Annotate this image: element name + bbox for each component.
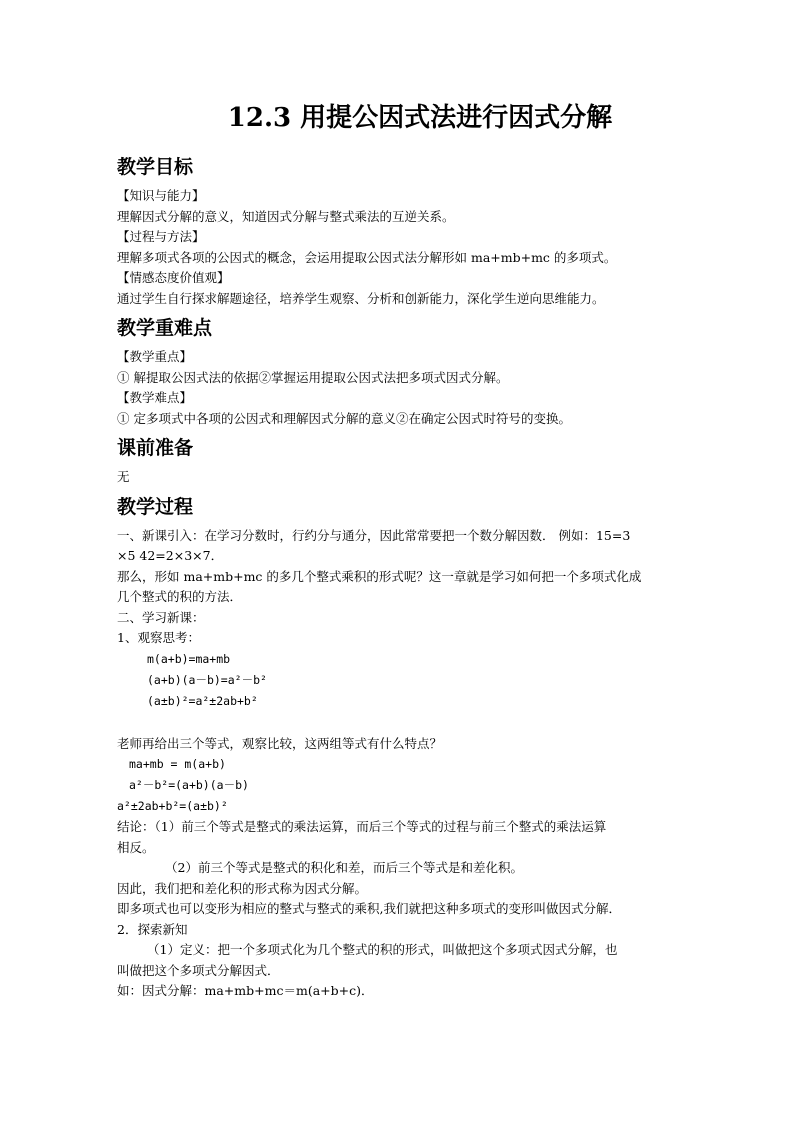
equation-5: a²－b²=(a+b)(a－b) — [129, 778, 249, 792]
section-heading-goals: 教学目标 — [117, 156, 194, 178]
prep-text: 无 — [117, 469, 130, 484]
section-heading-prep: 课前准备 — [117, 437, 194, 459]
equation-3: (a±b)²=a²±2ab+b² — [147, 693, 258, 708]
new-lesson-title: 二、学习新课： — [117, 609, 205, 625]
definition-line-2: 叫做把这个多项式分解因式． — [117, 962, 280, 978]
emotion-text: 通过学生自行探求解题途径，培养学生观察、分析和创新能力，深化学生逆向思维能力。 — [117, 290, 605, 306]
equation-2: (a+b)(a－b)=a²－b² — [147, 672, 267, 687]
conclusion-line-4: 因此，我们把和差化积的形式称为因式分解。 — [117, 880, 368, 896]
focus-label: 【教学重点】 — [117, 349, 193, 364]
observe-title: 1、观察思考： — [117, 630, 200, 645]
intro-line-4: 几个整式的积的方法． — [117, 589, 243, 604]
equation-1: m(a+b)=ma+mb — [147, 651, 231, 666]
page-title: 12.3 用提公因式法进行因式分解 — [227, 103, 613, 133]
emotion-label: 【情感态度价值观】 — [117, 270, 230, 285]
difficulty-text: ① 定多项式中各项的公因式和理解因式分解的意义②在确定公因式时符号的变换。 — [117, 410, 571, 426]
process-method-text: 理解多项式各项的公因式的概念，会运用提取公因式法分解形如 ma+mb+mc 的多项式。 — [117, 249, 617, 265]
section-heading-keypoints: 教学重难点 — [117, 317, 213, 339]
example-line: 如：因式分解：ma+mb+mc＝m(a+b+c)． — [117, 983, 374, 998]
section-heading-process: 教学过程 — [117, 495, 194, 518]
knowledge-label: 【知识与能力】 — [117, 188, 205, 203]
equation-4: ma+mb = m(a+b) — [129, 757, 226, 771]
spacer — [117, 712, 683, 734]
conclusion-line-5: 即多项式也可以变形为相应的整式与整式的乘积,我们就把这种多项式的变形叫做因式分解． — [117, 901, 621, 916]
intro-line-3: 那么，形如 ma+mb+mc 的多几个整式乘积的形式呢？这一章就是学习如何把一个多项式化成 — [117, 568, 642, 584]
document-page — [117, 98, 683, 1002]
conclusion-line-3: （2）前三个等式是整式的积化和差，而后三个等式是和差化积。 — [165, 860, 523, 875]
equation-6: a²±2ab+b²=(a±b)² — [117, 799, 228, 813]
teacher-prompt: 老师再给出三个等式，观察比较，这两组等式有什么特点？ — [117, 735, 443, 751]
process-method-label: 【过程与方法】 — [117, 229, 205, 244]
conclusion-line-2: 相反。 — [117, 839, 155, 855]
definition-line-1: （1）定义：把一个多项式化为几个整式的积的形式，叫做把这个多项式因式分解，也 — [147, 942, 618, 957]
explore-title: 2．探索新知 — [117, 921, 188, 937]
conclusion-line-1: 结论：（1）前三个等式是整式的乘法运算，而后三个等式的过程与前三个整式的乘法运算 — [117, 819, 607, 834]
difficulty-label: 【教学难点】 — [117, 390, 193, 405]
intro-line-1: 一、新课引入：在学习分数时，行约分与通分，因此常常要把一个数分解因数． 例如：15=3 — [117, 527, 631, 543]
intro-line-2: ×5 42=2×3×7． — [117, 548, 224, 563]
knowledge-text: 理解因式分解的意义，知道因式分解与整式乘法的互逆关系。 — [117, 208, 455, 224]
focus-text: ① 解提取公因式法的依据②掌握运用提取公因式法把多项式因式分解。 — [117, 369, 509, 385]
